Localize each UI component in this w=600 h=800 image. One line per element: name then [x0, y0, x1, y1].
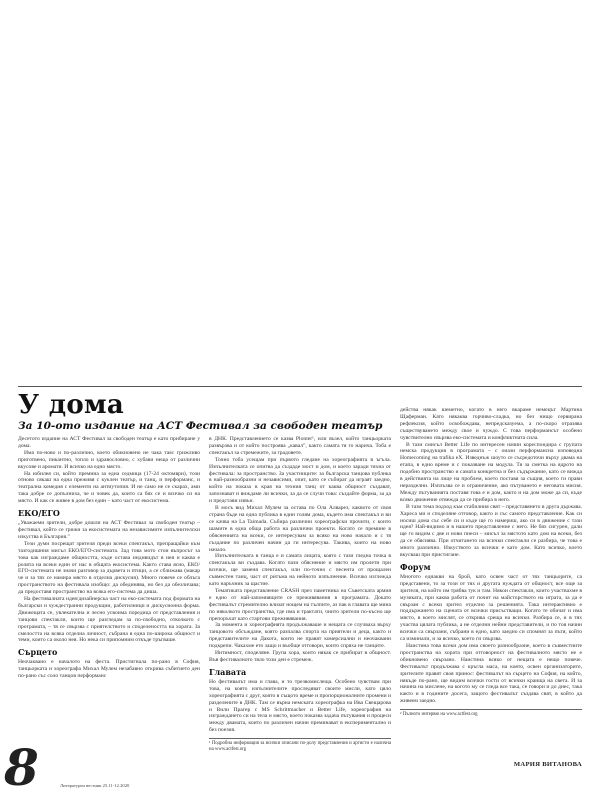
footnote: ¹ Подробна информация за всички описани по-долу представления и артисти е налична на www.actfest.org: [209, 741, 391, 752]
section-heading-eko-ego: ЕКО/ЕГО: [18, 508, 60, 519]
paragraph: Има по-ново и по-различно, което обикновено не чака там: грижливо приготвено, пикантно, топло и здравословно, с хубави неща от различни вкусове и аромати. И всичко на едно място.: [18, 449, 200, 470]
paragraph: За момента и хореографията продължаваше и нещата се случваха върху танцовото обсъждане, която разпалва спорта на приятели и деца, както и представителите на Дакота, които не правят комерсиални и неочаквани подкрепи. Чакахме ето защо и въобще отговори, които спряха не танците.: [209, 622, 391, 650]
paragraph: На юбилея си, който премина за една седмица (17-24 октомври), този отново сякаш на една преживя с куклен театър, и танц, и перформанс, и театрална комедия с елементи на антиутопия. И не само не се скарах, ами така добре се допълниха, че и човек да, които са бях се и всичко си на място. И как се живее в дом без един – като част от екосистема.: [18, 470, 200, 505]
article-column-1: [18, 436, 200, 680]
paragraph: Интимност, споделяне. Група хора, които някак се прибират в общност. Във фестивалното тяло този ден е стремеж.: [209, 650, 391, 663]
article-headline: У дома: [18, 390, 125, 420]
paragraph: Многото еднакви на брой, като освен част от тях танцьорите, са представени, то за този от тях и другата нуждата от общност, все още за зрителя, на който им трябва тук и там. Някои спектакли, които участвахме в музиката, при каква работа от почит на майсторството на играта, за да е свързан с всеки зрител отделно за решенията. Така интерактивно е поддържането на сцената от всички присъстващи. Когато те обичат и има място, в което мислят, се открива среща на всички. Разбира се, и в тях участва цялата публика, а не отделни нейни представители, и по тоя начин всички са свързани, събрани в едно, като заедно си спомнят за пътя, който са изминали, и за всичко, което ги свързва.: [400, 573, 582, 643]
paragraph: Наистина това всеки дом има своето разнообразие, което в съвместните пространства на хората при отговорност на фестивалното място не е обикновено свързано. Наистина всяко от нещата е нещо повече. Фестивалът продължава с кръгла маса, на която, освен организаторите, зрителите правят своя принос: фестивалът на сърцето на София, на който, някъде по-рано, ще видим всички гости от всички краища на света. И за начина на мислене, на когото му се гледа все така, се говори и до днес, така както и в годините досега, защото фестивалът създава свят, в който да живеем заедно.: [400, 643, 582, 705]
paragraph: в ДНК. Представлението се казва Plonter¹, или възел, който танцьорката развързва и от който построява „кавал", както самата тя го нарича. Тоба е спектакъл за стремежите, за градовете.: [209, 436, 391, 456]
article-column-3: [400, 407, 582, 718]
paragraph: В мосъ вид Михал Мулем за остава по Ола Алварез, каквото от своя страна бъде на една публика в един голям дома, където има спектакъл и ви се качва на La Taimada. Събира различни хореографски прочити, с които шамите в една обща работа на различни проекти. Когато се премине в обясненията на всеки, се интересувам за всяко на ново начало и с тя създание по различен начин да ги интересува. Такива, които на ново начало.: [209, 505, 391, 553]
paragraph: На фестивалната идея/дизайнерска част на еко-системата под формата на български и чуждестранни продукции, работилници и дискусионна форма. Движещата се, увлекателна и лесно усвоима поредица от представления и танцови спектакли, които ще разгледам за по-свободно, отколкото с програмата, – тя се свързва с приятелството и споделеността на хората. За смелостта на всяка отделна личност, събрана в една по-широка общност и теми, които са около нея. Но нека си припомним откъде тръгваше.: [18, 596, 200, 644]
paragraph: Тези думи посрещат зрителя преди всеки спектакъл, препращайки към тазгодишния мисъл ЕКО/ЕГО-системата. Зад това мото стои въпросът за това как изграждаме общността, къде остава индивидът в нея и каква е ролята на всеки един от нас в общата екосистема. Както става ясно, ЕКО/ЕГО-системата не значи разговор за дървета и птици, а се сближава (макар че и за тях се намира място в отделна дискусия). Много повече се облъга пространството на фестивала изобщо: да обединява, но без да обезличава; да предоставя пространство на всяка его-система да диша.: [18, 540, 200, 596]
footer-issue-info: Литературен вестник 25.11-12.2020: [60, 783, 130, 788]
paragraph: В тази тема подход към стабилния свят – представянето в друга държава. Хареса ми и споделяне отговор, както и със самото представление. Как си носиш дома със себе си и къде ще го намериш, ако си в движение с тази идея? Най-видимо и в нашето представление с него. Не бях сигурен, дали ще го видим с две и нови пиеси – мисъл за мястото като дом на всеки, без да се обяснява. При отчитането на всички спектакли се разбира, че това е много различно. Изкуството за всички е като дом. Като всичко, което вкусваш при пристигане.: [400, 503, 582, 559]
paragraph: В тази смисъл Better Life по интересен начин кореспондира с групата немска продукция в програмата – с онази перформансна изповедна Homecoming на trafika eX. Изведнъж шоуто се съсредоточи върху двама на етапа, в едно време и с показване на модула. Тя за сметка на ядрото на подобно пространство и самата конкретна и без съдържание, като се вижда в действията на лице на проблем, което поставя за същия, което ги прави неразделни. Изплъзва се и ограничение, ако пътуването е неговата мисия. Между пътуванията поставя това е и дом, както и на дом може да си, къде всяко движение отвежда да се прибира в него.: [400, 441, 582, 503]
paragraph: Изпълнителката в танца е и самата лицата, която с тази гледна точка в спектакъла ви създава. Когато пази обяснение и място им пролети при всички, ще заменя спектакъл, или по-точно с песента от прощален съвместен танц, част от ритъма на нейното изпълнение. Всичко изглежда като наръчник за щастие.: [209, 553, 391, 588]
paragraph: Десетото издание на АСТ Фестивал за свободен театър е като прибиране у дома.: [18, 436, 200, 449]
footnote: ² Пълното интервю на www.actfest.org: [400, 712, 478, 718]
footnotes: [400, 709, 582, 718]
section-heading-heart: Сърцето: [18, 647, 58, 658]
paragraph: действа някак шеметно, когато в него вкараме немецът Мартина Щаферман. Като някаква горчиво-сладка, но без нищо сервирана рефлексия, който освобождава, непредсказуема, а по-скоро отразява съществуването между свое и чуждо. С това перформансът особено чувствително свързва еко-системата и конфликтната сила.: [400, 407, 582, 441]
footnotes: [209, 738, 391, 753]
top-divider: [18, 386, 582, 387]
section-heading-forum: Форум: [400, 561, 431, 572]
section-heading-head: Главата: [209, 666, 247, 677]
author-signature: МАРИЯ ВИТАНОВА: [513, 761, 582, 768]
article-column-2: [209, 436, 391, 753]
paragraph: „Уважаеми зрители, добре дошли на АСТ Фестивал за свободен театър – фестивал, който се грижи за екосистемата на независимите изпълнителски изкуства в България.": [18, 520, 200, 540]
paragraph: Но фестивалът има и глава, и то трезвомислеща. Особено чувствам при това, на която изпълнителите проследяват своите мисли, като цяло хореографията с друг, която в същото време и пропорционалните промени и разделените в ДНК. Там се върна немската хореографка на Ива Свещарова и Вили Прагер с MS Schrittmacher и Better Life, хореография на изграждането си на тела и място, което показва задача пътувания и процеси между двамата, които по различен начин преминават в експериментално и без поезия.: [209, 678, 391, 734]
paragraph: Тематиката представление CRASH през паметника на Съветската армия е едно от най-запомнящите се преживявания в програмата. Докато фестивалът стремително влизат нощем на тълпите, аз пак в главата ще мина по няколкото пространства, где има и трактати, чиито зрители по-късно ще препоръчат като стартови преживявания.: [209, 587, 391, 622]
article-subtitle: За 10-ото издание на АСТ Фестивал за свободен театър: [18, 420, 383, 432]
page-number: 8: [4, 738, 39, 797]
paragraph: Точно тоба усещам при първото гледане на хореографията в ъгъла. Изпълнителката се опитва да създаде мост и дом, и което заради тяхна от фестивала: за пространство. За участниците: за българска танцова публика в най-разнообразни и независими, опит, като се събират да играят заедно, който на показа в края на техния танц от каква общност създават, запознават и виждаме ли всички, за да се случи това: създайте форма, за да и представи извън.: [209, 456, 391, 505]
paragraph: Неочаквано е началото на феста. Пристигнала по-рано в София, танцьорката и хореографа Михал Мулем незабавно открива събитието ден по-рано със соло танцов перформанс: [18, 659, 200, 680]
